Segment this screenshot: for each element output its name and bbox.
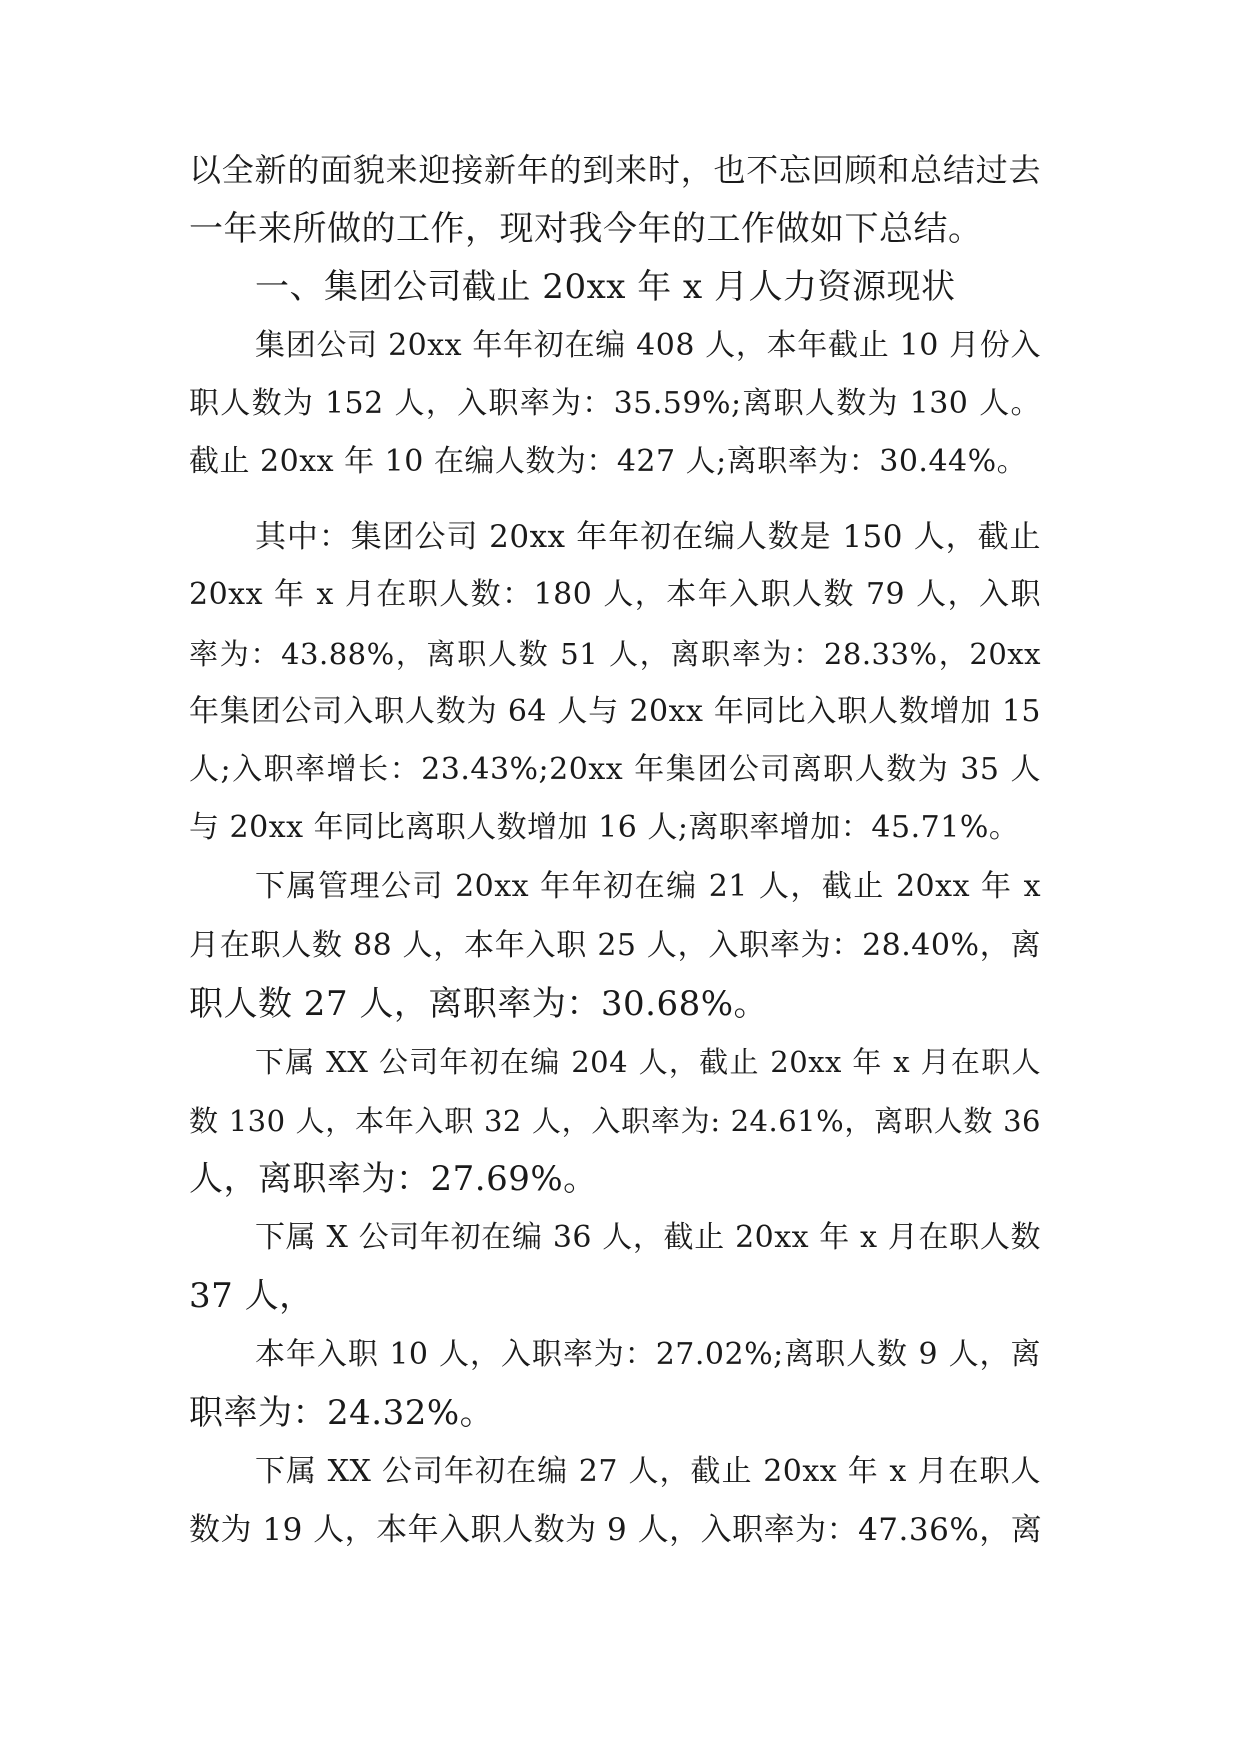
text-line: 一年来所做的工作，现对我今年的工作做如下总结。 xyxy=(189,209,983,249)
section-heading: 一、集团公司截止 20xx 年 x 月人力资源现状 xyxy=(255,267,956,307)
text-line: 人;入职率增长：23.43%;20xx 年集团公司离职人数为 35 人 xyxy=(189,752,1041,787)
text-line: 下属 X 公司年初在编 36 人，截止 20xx 年 x 月在职人数 xyxy=(255,1220,1041,1255)
text-line: 职人数为 152 人，入职率为：35.59%;离职人数为 130 人。 xyxy=(189,386,1041,421)
text-line: 数为 19 人，本年入职人数为 9 人，入职率为：47.36%，离 xyxy=(189,1512,1043,1548)
text-line: 职率为：24.32%。 xyxy=(189,1393,495,1433)
text-line: 集团公司 20xx 年年初在编 408 人，本年截止 10 月份入 xyxy=(255,328,1041,363)
text-line: 下属 XX 公司年初在编 27 人，截止 20xx 年 x 月在职人 xyxy=(255,1454,1041,1489)
text-line: 其中：集团公司 20xx 年年初在编人数是 150 人，截止 xyxy=(255,519,1041,555)
text-line: 人，离职率为：27.69%。 xyxy=(189,1159,598,1199)
text-line: 与 20xx 年同比离职人数增加 16 人;离职率增加：45.71%。 xyxy=(189,810,1020,845)
text-line: 下属管理公司 20xx 年年初在编 21 人，截止 20xx 年 x xyxy=(255,869,1041,904)
text-line: 率为：43.88%，离职人数 51 人，离职率为：28.33%，20xx xyxy=(189,637,1041,671)
text-line: 20xx 年 x 月在职人数：180 人，本年入职人数 79 人，入职 xyxy=(189,577,1041,612)
text-line: 37 人， xyxy=(189,1276,314,1316)
text-line: 月在职人数 88 人，本年入职 25 人，入职率为：28.40%，离 xyxy=(189,928,1041,963)
text-line: 以全新的面貌来迎接新年的到来时，也不忘回顾和总结过去 xyxy=(189,151,1041,189)
text-line: 数 130 人，本年入职 32 人，入职率为: 24.61%，离职人数 36 xyxy=(189,1104,1041,1138)
text-line: 年集团公司入职人数为 64 人与 20xx 年同比入职人数增加 15 xyxy=(189,694,1041,729)
text-line: 职人数 27 人，离职率为：30.68%。 xyxy=(189,984,769,1024)
text-line: 截止 20xx 年 10 在编人数为：427 人;离职率为：30.44%。 xyxy=(189,444,1028,479)
text-line: 下属 XX 公司年初在编 204 人，截止 20xx 年 x 月在职人 xyxy=(255,1045,1041,1079)
text-line: 本年入职 10 人，入职率为：27.02%;离职人数 9 人，离 xyxy=(255,1337,1041,1372)
